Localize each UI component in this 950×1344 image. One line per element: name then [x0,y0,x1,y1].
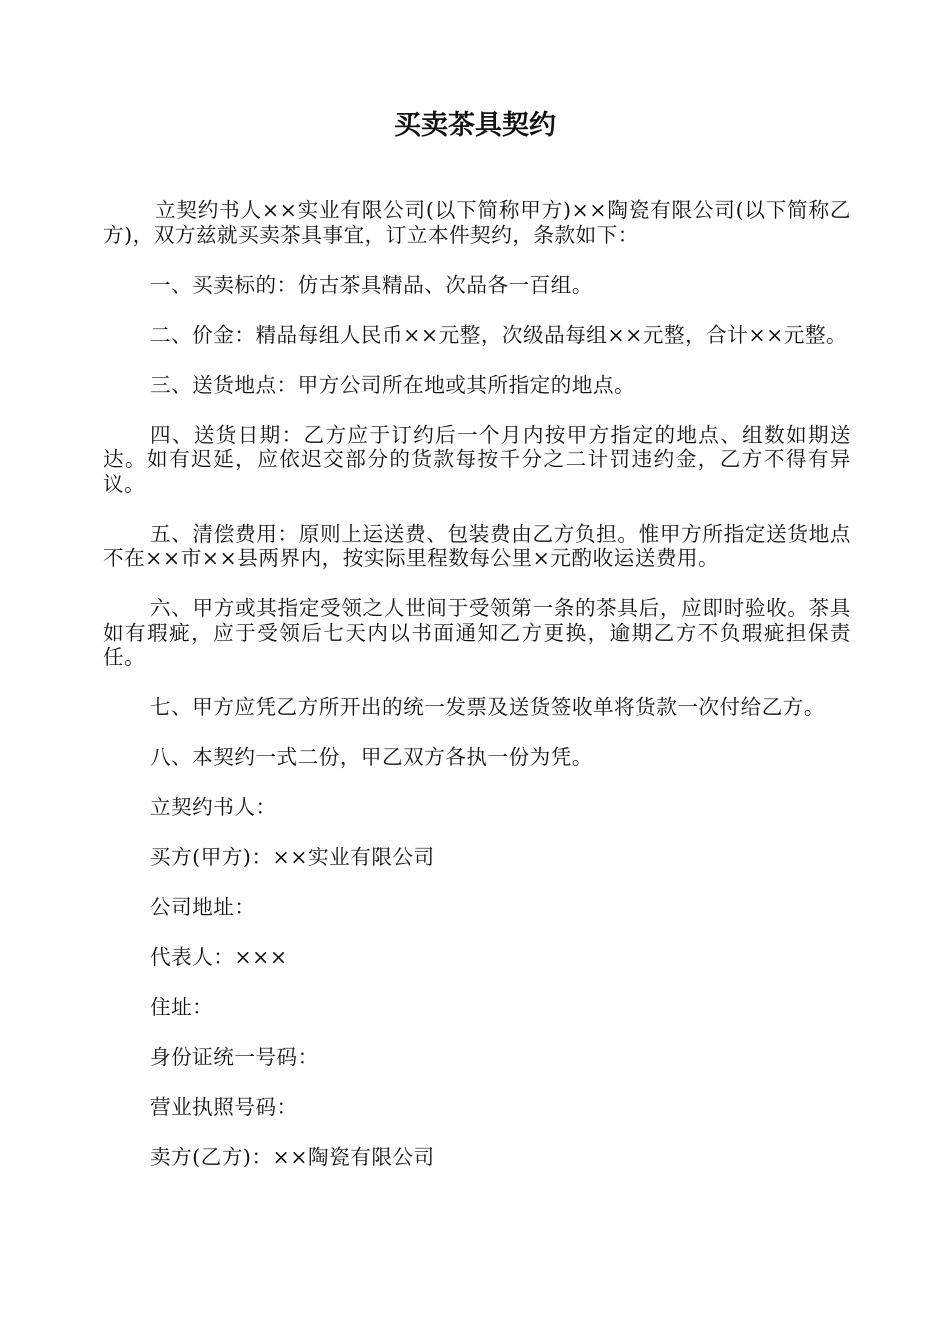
residence-line: 住址： [150,995,214,1019]
clause-7: 七、甲方应凭乙方所开出的统一发票及送货签收单将货款一次付给乙方。 [150,695,825,719]
intro-paragraph: 立契约书人××实业有限公司(以下简称甲方)××陶瓷有限公司(以下简称乙方)，双方兹就买卖茶具事宜，订立本件契约，条款如下： [103,198,851,247]
document-title: 买卖茶具契约 [394,110,556,141]
clause-5: 五、清偿费用：原则上运送费、包装费由乙方负担。惟甲方所指定送货地点不在××市××县两界内，按实际里程数每公里×元酌收运送费用。 [103,521,851,570]
clause-1: 一、买卖标的：仿古茶具精品、次品各一百组。 [150,272,593,297]
id-number-line: 身份证统一号码： [150,1045,319,1069]
buyer-line: 买方(甲方)：××实业有限公司 [150,845,435,869]
clause-4: 四、送货日期：乙方应于订约后一个月内按甲方指定的地点、组数如期送达。如有迟延，应依迟交部分的货款每按千分之二计罚违约金，乙方不得有异议。 [103,422,851,496]
clause-3: 三、送货地点：甲方公司所在地或其所指定的地点。 [150,372,636,397]
clause-6: 六、甲方或其指定受领之人世间于受领第一条的茶具后，应即时验收。茶具如有瑕疵，应于受领后七天内以书面通知乙方更换，逾期乙方不负瑕疵担保责任。 [103,596,851,669]
clause-8: 八、本契约一式二份，甲乙双方各执一份为凭。 [150,745,593,769]
clause-2: 二、价金：精品每组人民币××元整，次级品每组××元整，合计××元整。 [150,322,848,347]
contract-body [103,198,851,1195]
signature-heading: 立契约书人： [150,795,277,819]
company-address-line: 公司地址： [150,895,256,919]
business-license-line: 营业执照号码： [150,1095,298,1119]
representative-line: 代表人：××× [150,945,288,969]
seller-line: 卖方(乙方)：××陶瓷有限公司 [150,1145,435,1169]
